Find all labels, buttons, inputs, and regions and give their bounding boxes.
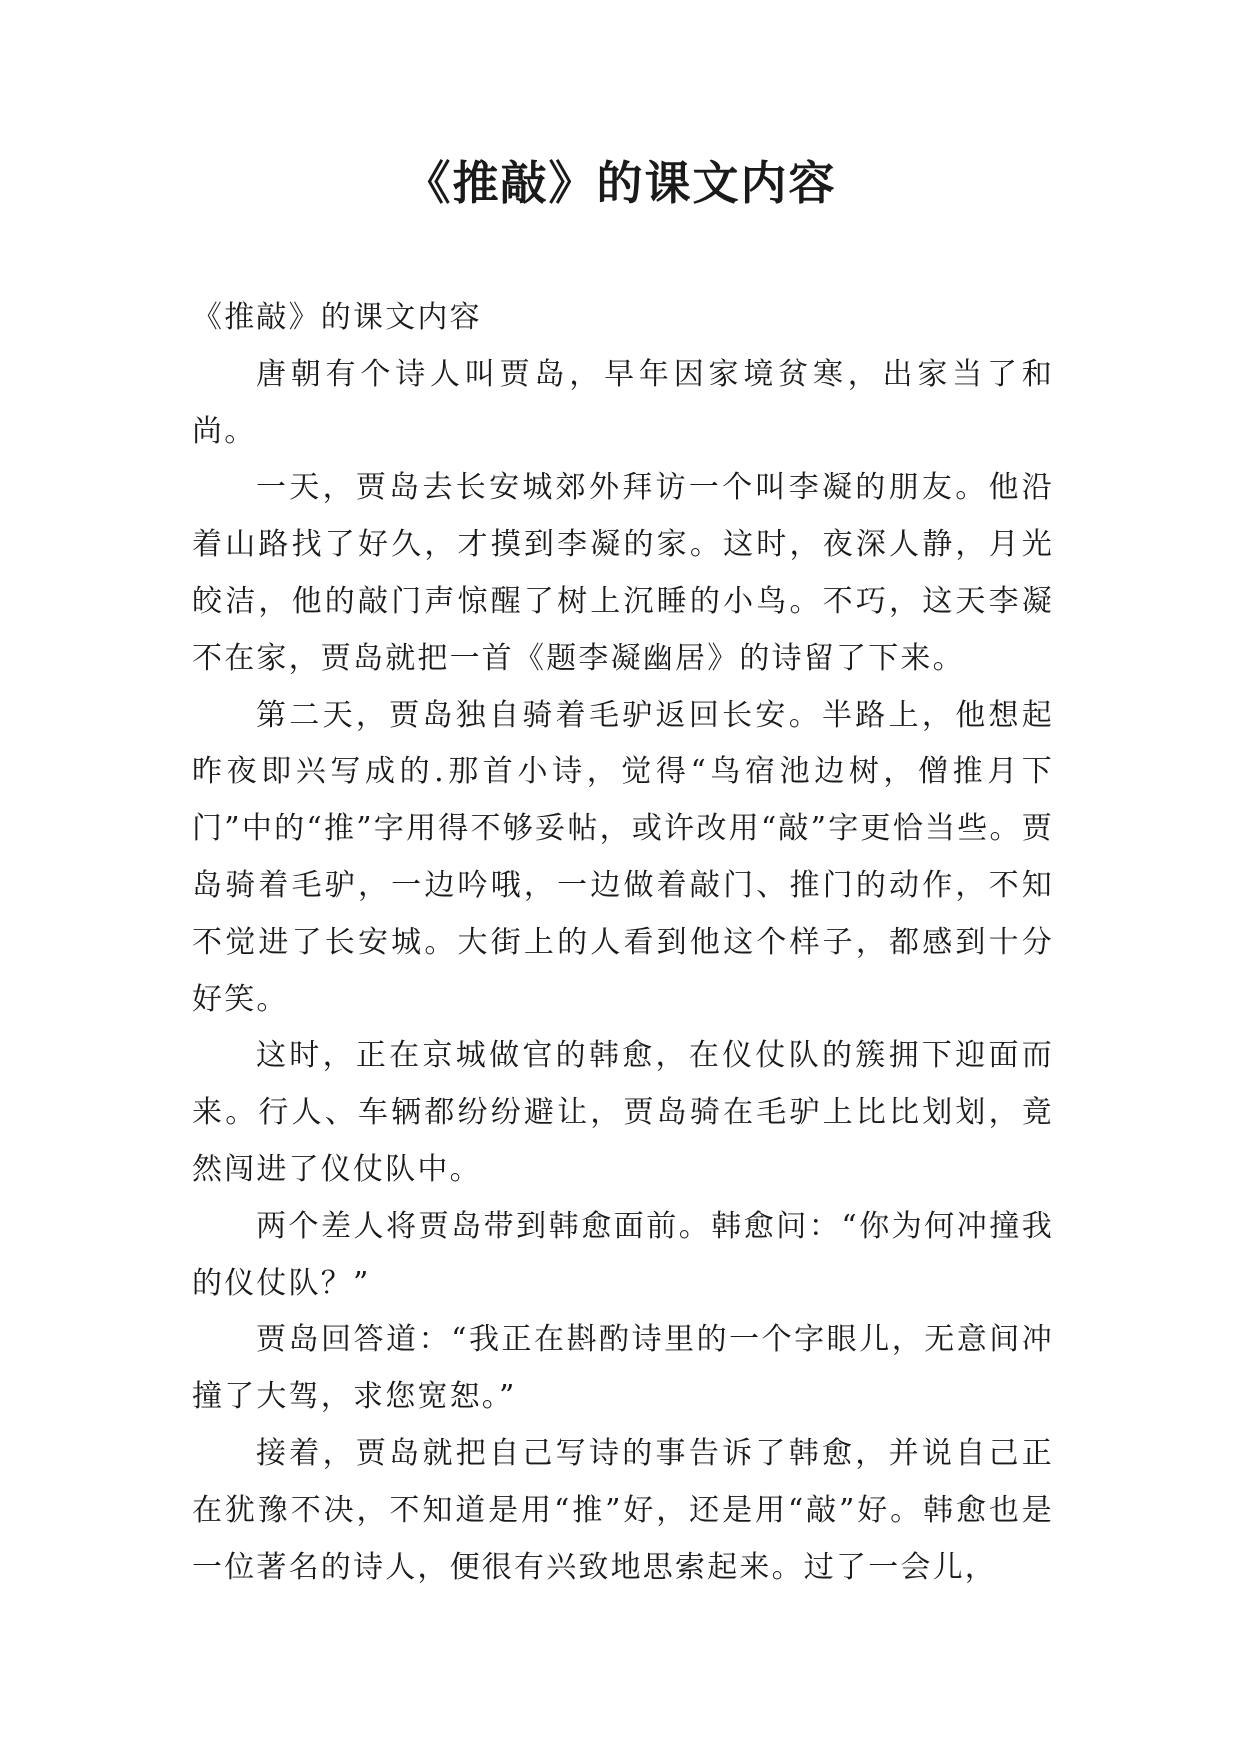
paragraph: 两个差人将贾岛带到韩愈面前。韩愈问：“你为何冲撞我的仪仗队？” [192, 1208, 1054, 1301]
paragraph: 唐朝有个诗人叫贾岛，早年因家境贫寒，出家当了和尚。 [192, 356, 1054, 449]
paragraph: 贾岛回答道：“我正在斟酌诗里的一个字眼儿，无意间冲撞了大驾，求您宽恕。” [192, 1322, 1054, 1415]
document-title: 《推敲》的课文内容 [404, 156, 837, 210]
document-body [192, 290, 1054, 1596]
paragraph: 这时，正在京城做官的韩愈，在仪仗队的簇拥下迎面而来。行人、车辆都纷纷避让，贾岛骑在毛驴上比比划划，竟然闯进了仪仗队中。 [192, 1038, 1054, 1187]
paragraph-heading: 《推敲》的课文内容 [192, 300, 482, 335]
paragraph: 一天，贾岛去长安城郊外拜访一个叫李凝的朋友。他沿着山路找了好久，才摸到李凝的家。这时，夜深人静，月光皎洁，他的敲门声惊醒了树上沉睡的小鸟。不巧，这天李凝不在家，贾岛就把一首《题李凝幽居》的诗留了下来。 [192, 470, 1054, 676]
paragraph: 第二天，贾岛独自骑着毛驴返回长安。半路上，他想起昨夜即兴写成的.那首小诗，觉得“鸟宿池边树，僧推月下门”中的“推”字用得不够妥帖，或许改用“敲”字更恰当些。贾岛骑着毛驴，一边吟哦，一边做着敲门、推门的动作，不知不觉进了长安城。大街上的人看到他这个样子，都感到十分好笑。 [192, 697, 1054, 1017]
paragraph: 接着，贾岛就把自己写诗的事告诉了韩愈，并说自己正在犹豫不决，不知道是用“推”好，还是用“敲”好。韩愈也是一位著名的诗人，便很有兴致地思索起来。过了一会儿， [192, 1435, 1054, 1585]
